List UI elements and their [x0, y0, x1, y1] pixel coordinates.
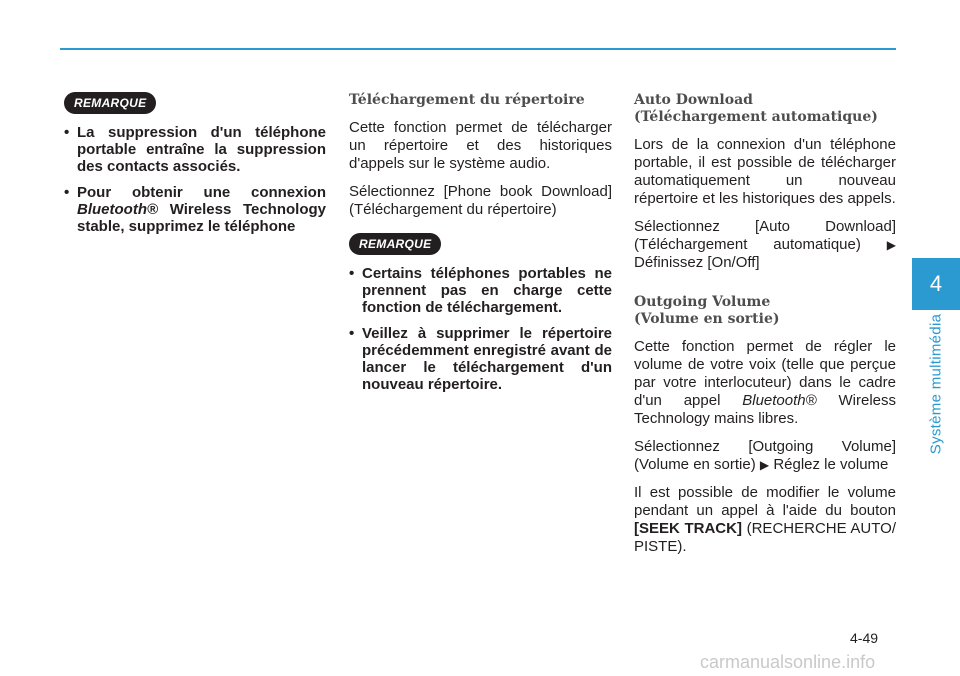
note-list [64, 124, 326, 235]
note-item: • Pour obtenir une connexion Bluetooth® Wireless Technology stable, supprimez le téléphone [64, 184, 327, 235]
column-middle [349, 92, 612, 402]
paragraph: Sélectionnez [Outgoing Volume] (Volume en sortie) ▶ Réglez le volume [634, 438, 896, 473]
paragraph: Il est possible de modifier le volume pendant un appel à l'aide du bouton [SEEK TRACK] (RECHERCHE AUTO/ PISTE). [634, 484, 896, 555]
chapter-title: Système multimédia [927, 313, 945, 455]
note-item: • Veillez à supprimer le répertoire précédemment enregistré avant de lancer le téléchargement d'un nouveau répertoire. [349, 325, 612, 393]
paragraph: Cette fonction permet de régler le volume de votre voix (telle que perçue par votre interlocuteur) dans le cadre d'un appel Bluetooth® Wireless Technology mains libres. [634, 338, 897, 427]
note-list [349, 265, 612, 393]
column-left [64, 92, 326, 244]
paragraph: Lors de la connexion d'un téléphone portable, il est possible de télécharger automatiquement un nouveau répertoire et les historiques des appels. [634, 136, 896, 207]
watermark: carmanualsonline.info [700, 652, 876, 672]
arrow-right-icon: ▶ [759, 458, 770, 472]
paragraph: Sélectionnez [Phone book Download] (Téléchargement du répertoire) [349, 183, 612, 218]
header-rule [60, 48, 896, 50]
remarque-badge: REMARQUE [349, 233, 441, 255]
chapter-tab: 4 [912, 258, 960, 310]
paragraph: Cette fonction permet de télécharger un répertoire et des historiques d'appels sur le système audio. [349, 119, 612, 172]
arrow-right-icon: ▶ [886, 238, 897, 252]
section-heading: Téléchargement du répertoire [349, 92, 585, 108]
column-right [634, 92, 896, 566]
paragraph: Sélectionnez [Auto Download] (Téléchargement automatique) ▶ Définissez [On/Off] [634, 218, 897, 271]
note-item: • Certains téléphones portables ne prennent pas en charge cette fonction de téléchargement. [349, 265, 612, 316]
note-item: • La suppression d'un téléphone portable entraîne la suppression des contacts associés. [64, 124, 326, 175]
remarque-badge: REMARQUE [64, 92, 156, 114]
page-number: 4-49 [850, 630, 879, 646]
section-heading: Auto Download (Téléchargement automatique) [634, 92, 878, 125]
section-heading: Outgoing Volume (Volume en sortie) [634, 294, 780, 327]
